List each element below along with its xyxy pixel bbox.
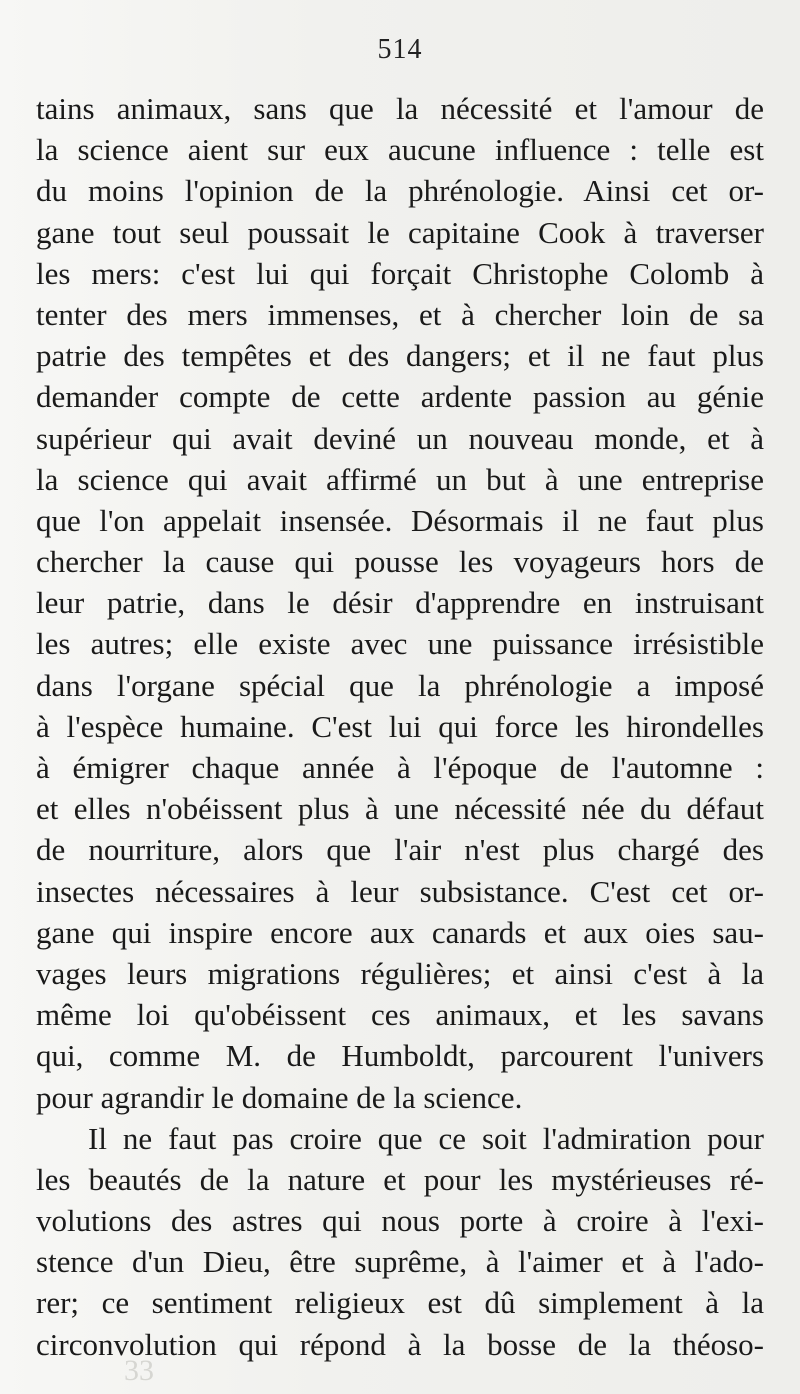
text-line: tenter des mers immenses, et à chercher loin de sa [36,296,764,332]
text-line: circonvolution qui répond à la bosse de la théoso- [36,1326,764,1362]
text-line: la science qui avait affirmé un but à une entreprise [36,461,764,497]
text-line: même loi qu'obéissent ces animaux, et les savans [36,997,764,1033]
body-text [36,88,764,1365]
text-line: la science aient sur eux aucune influence : telle est [36,132,764,168]
text-line: dans l'organe spécial que la phrénologie a imposé [36,667,764,703]
text-line: tains animaux, sans que la nécessité et l'amour de [36,91,764,126]
text-line: demander compte de cette ardente passion au génie [36,379,764,415]
text-line-paragraph-start: Il ne faut pas croire que ce soit l'admiration pour [88,1120,764,1156]
text-line: leur patrie, dans le désir d'apprendre en instruisant [36,585,764,621]
text-line: de nourriture, alors que l'air n'est plus chargé des [36,832,764,868]
text-line: qui, comme M. de Humboldt, parcourent l'univers [36,1038,764,1074]
text-line: patrie des tempêtes et des dangers; et il ne faut plus [36,338,764,374]
text-line: à émigrer chaque année à l'époque de l'automne : [36,750,764,785]
bleed-through-text: 33 [124,1354,154,1387]
text-line: stence d'un Dieu, être suprême, à l'aimer et à l'ado- [36,1244,764,1280]
page-number: 514 [377,34,423,65]
text-line: que l'on appelait insensée. Désormais il ne faut plus [36,502,764,538]
text-line-paragraph-end: pour agrandir le domaine de la science. [36,1079,523,1115]
text-line: rer; ce sentiment religieux est dû simplement à la [36,1285,764,1321]
text-line: volutions des astres qui nous porte à croire à l'exi- [36,1203,764,1239]
text-line: et elles n'obéissent plus à une nécessité née du défaut [36,791,764,827]
text-line: supérieur qui avait deviné un nouveau monde, et à [36,420,764,456]
text-line: à l'espèce humaine. C'est lui qui force les hirondelles [36,708,764,744]
text-line: gane tout seul poussait le capitaine Cook à traverser [36,214,764,250]
text-line: vages leurs migrations régulières; et ainsi c'est à la [36,955,764,991]
text-line: les autres; elle existe avec une puissance irrésistible [36,626,764,662]
text-line: les mers: c'est lui qui forçait Christophe Colomb à [36,255,764,291]
text-line: gane qui inspire encore aux canards et aux oies sau- [36,914,764,950]
text-line: du moins l'opinion de la phrénologie. Ainsi cet or- [36,173,764,209]
text-line: insectes nécessaires à leur subsistance. C'est cet or- [36,873,764,909]
text-line: chercher la cause qui pousse les voyageurs hors de [36,544,764,580]
text-line: les beautés de la nature et pour les mystérieuses ré- [36,1161,764,1197]
